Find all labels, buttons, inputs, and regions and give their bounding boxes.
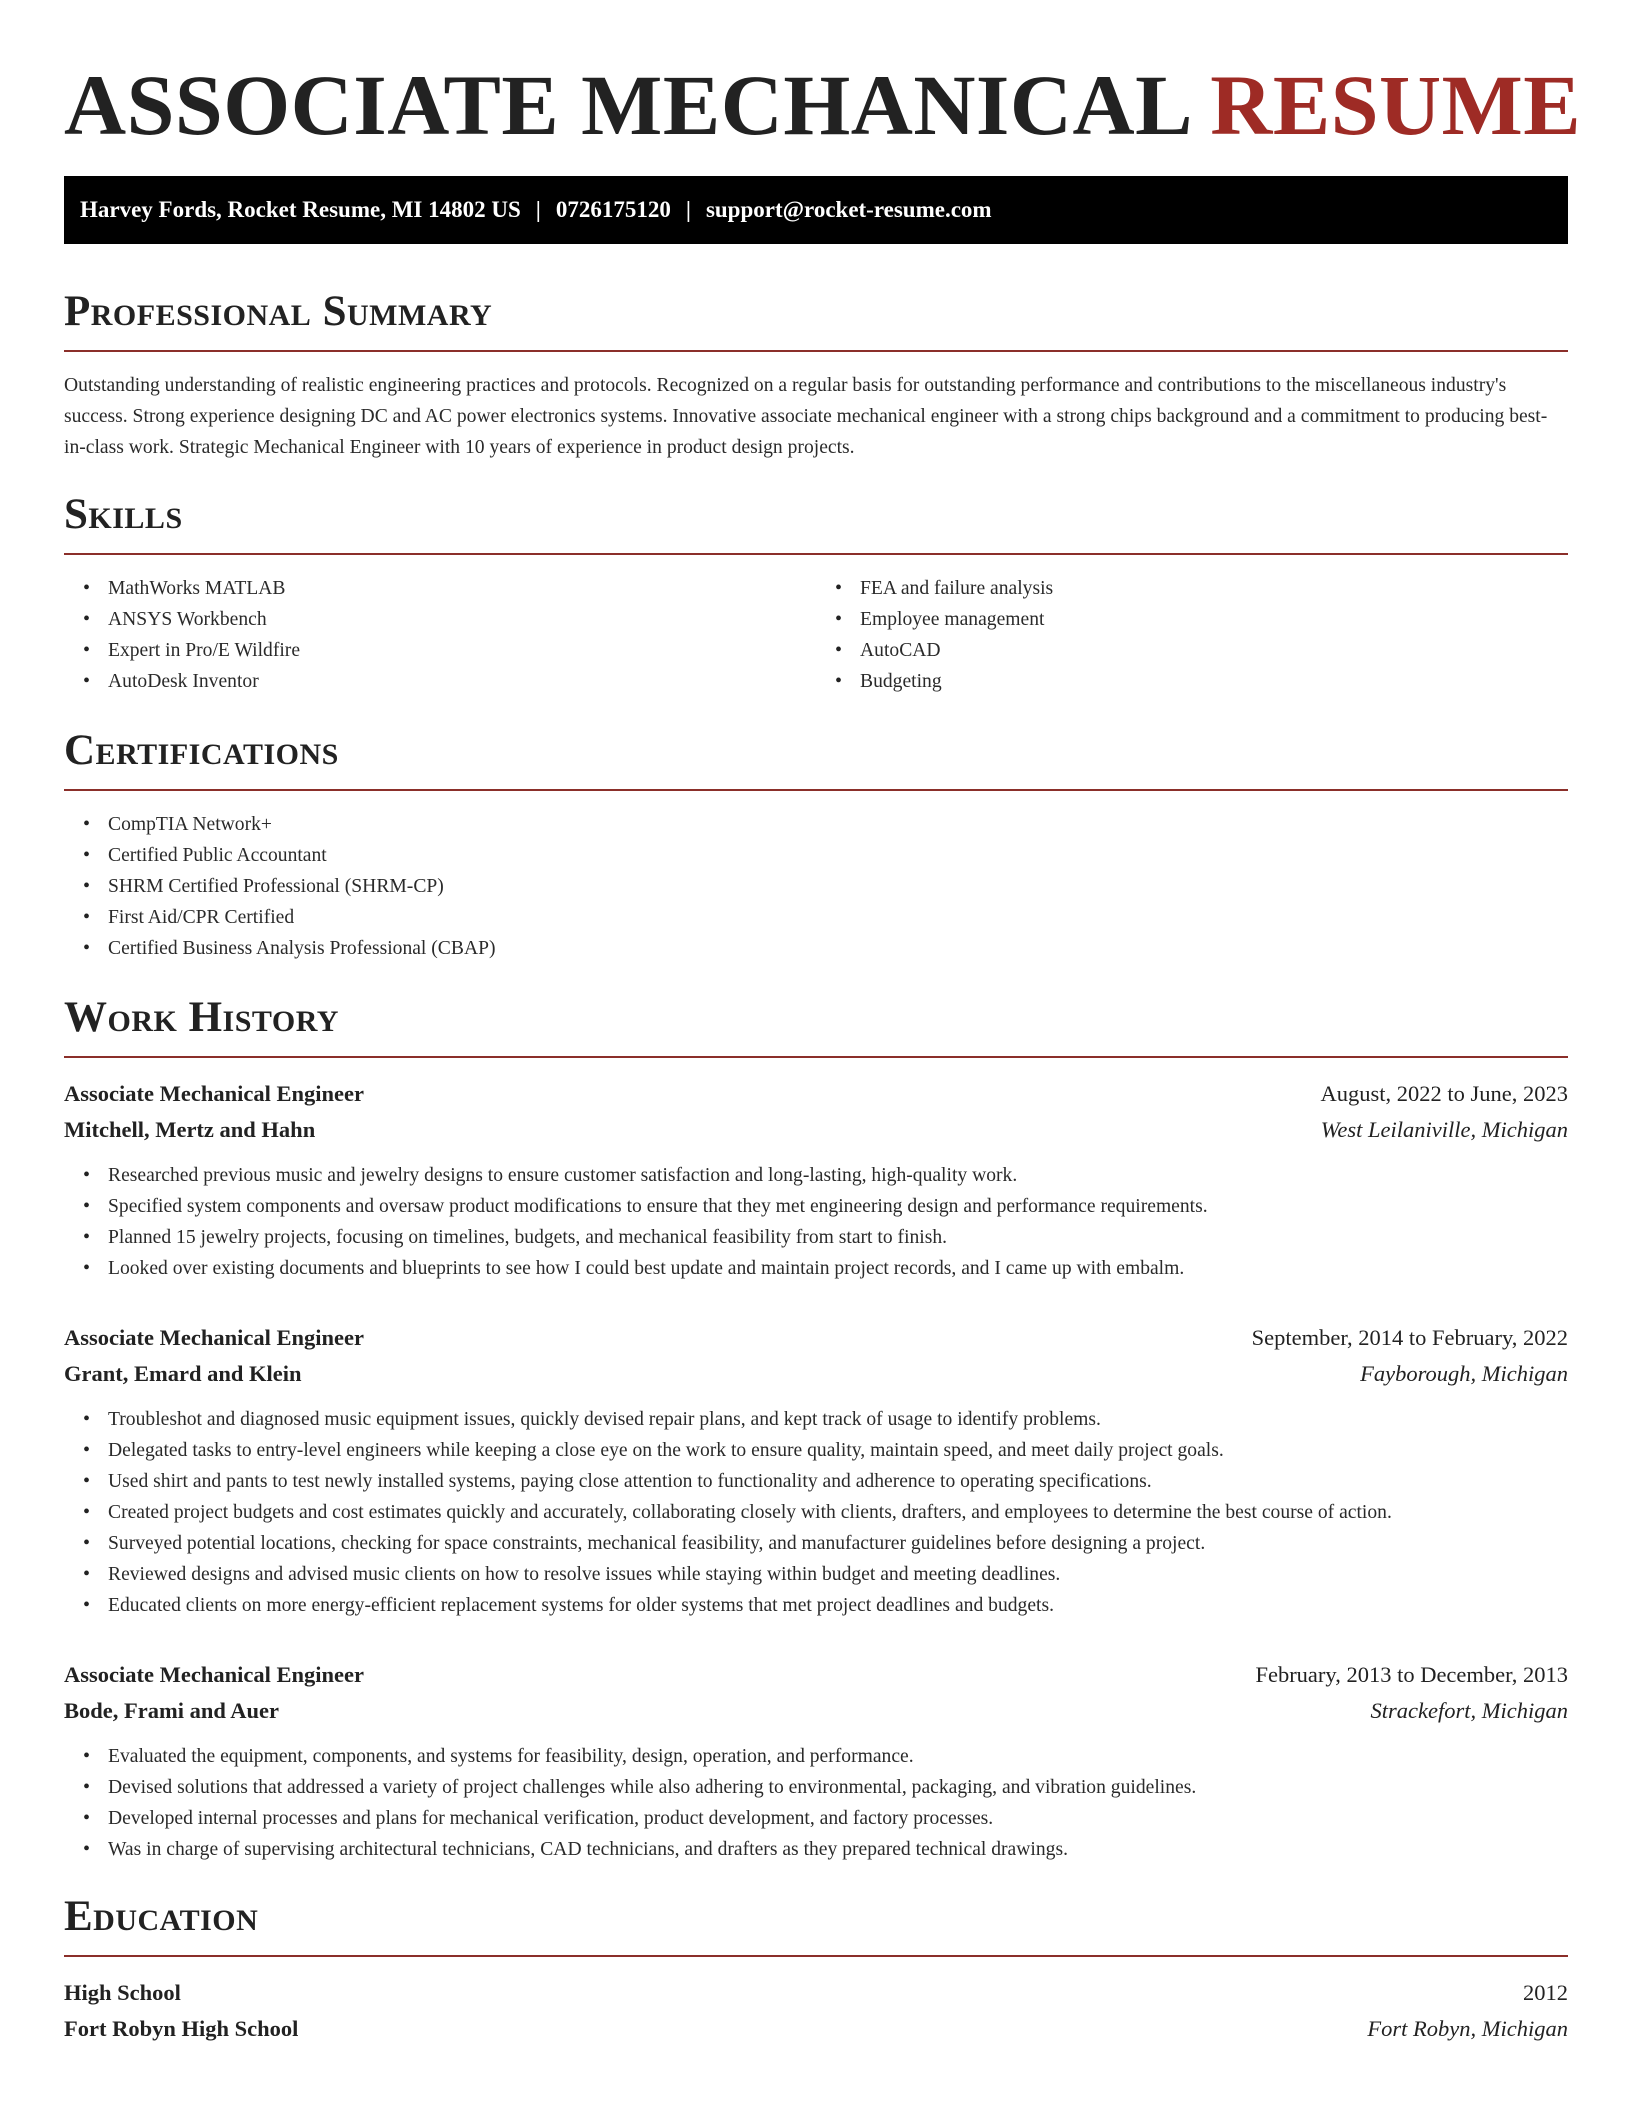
job-bullet: • Researched previous music and jewelry designs to ensure customer satisfaction and long-lasting, high-quality work. [108, 1160, 1568, 1191]
company-name: Bode, Frami and Auer [64, 1698, 280, 1723]
skills-grid [64, 573, 1568, 697]
skill-item: • Employee management [860, 604, 1568, 635]
work-history-heading: Work History [64, 994, 339, 1041]
graduation-year: 2012 [1523, 1980, 1568, 2005]
summary-heading: Professional Summary [64, 288, 493, 335]
skills-heading: Skills [64, 491, 183, 538]
skills-column-left [64, 573, 816, 697]
job-title: Associate Mechanical Engineer [64, 1081, 364, 1106]
skill-item: • FEA and failure analysis [860, 573, 1568, 604]
skill-item: • ANSYS Workbench [108, 604, 816, 635]
education-section [64, 1891, 1568, 2047]
skills-column-right [816, 573, 1568, 697]
job-title: Associate Mechanical Engineer [64, 1325, 364, 1350]
job-dates: February, 2013 to December, 2013 [1255, 1662, 1568, 1687]
skill-item: • AutoDesk Inventor [108, 666, 816, 697]
certification-item: • Certified Business Analysis Professional (CBAP) [108, 933, 1568, 964]
education-entry [64, 1975, 1568, 2047]
job-bullet: • Used shirt and pants to test newly installed systems, paying close attention to functionality and adherence to operating specifications. [108, 1466, 1568, 1497]
section-divider [64, 789, 1568, 791]
school-location: Fort Robyn, Michigan [1367, 2016, 1568, 2041]
job-title: Associate Mechanical Engineer [64, 1662, 364, 1687]
title-block [64, 0, 1582, 176]
section-divider [64, 350, 1568, 352]
section-divider [64, 553, 1568, 555]
job-bullet: • Troubleshot and diagnosed music equipment issues, quickly devised repair plans, and kept track of usage to identify problems. [108, 1404, 1568, 1435]
job-bullet: • Surveyed potential locations, checking for space constraints, mechanical feasibility, and manufacturer guidelines before designing a project. [108, 1528, 1568, 1559]
skill-item: • MathWorks MATLAB [108, 573, 816, 604]
job-bullet: • Devised solutions that addressed a variety of project challenges while also adhering to environmental, packaging, and vibration guidelines. [108, 1772, 1568, 1803]
skills-list-right [816, 573, 1568, 697]
job-bullet: • Planned 15 jewelry projects, focusing on timelines, budgets, and mechanical feasibility from start to finish. [108, 1222, 1568, 1253]
job-entry [64, 1076, 1568, 1284]
job-entry [64, 1657, 1568, 1865]
skill-item: • Budgeting [860, 666, 1568, 697]
company-name: Mitchell, Mertz and Hahn [64, 1117, 316, 1142]
company-name: Grant, Emard and Klein [64, 1361, 302, 1386]
skill-item: • Expert in Pro/E Wildfire [108, 635, 816, 666]
contact-email: support@rocket-resume.com [705, 197, 992, 222]
skills-list-left [64, 573, 816, 697]
certification-item: • SHRM Certified Professional (SHRM-CP) [108, 871, 1568, 902]
contact-address: Harvey Fords, Rocket Resume, MI 14802 US [80, 197, 521, 222]
job-dates: September, 2014 to February, 2022 [1251, 1325, 1568, 1350]
skill-item: • AutoCAD [860, 635, 1568, 666]
job-location: Strackefort, Michigan [1370, 1698, 1568, 1723]
school-name: Fort Robyn High School [64, 2016, 299, 2041]
job-bullet: • Specified system components and oversaw product modifications to ensure that they met engineering design and performance requirements. [108, 1191, 1568, 1222]
summary-section [64, 286, 1568, 463]
contact-phone: 0726175120 [555, 197, 671, 222]
certification-item: • CompTIA Network+ [108, 809, 1568, 840]
job-bullet: • Created project budgets and cost estimates quickly and accurately, collaborating closely with clients, drafters, and employees to determine the best course of action. [108, 1497, 1568, 1528]
contact-separator: | [685, 197, 691, 222]
job-bullets [64, 1741, 1568, 1865]
section-divider [64, 1056, 1568, 1058]
job-bullet: • Was in charge of supervising architectural technicians, CAD technicians, and drafters as they prepared technical drawings. [108, 1834, 1568, 1865]
job-bullets [64, 1404, 1568, 1621]
job-bullet: • Looked over existing documents and blueprints to see how I could best update and maintain project records, and I came up with embalm. [108, 1253, 1568, 1284]
certifications-list [64, 809, 1568, 964]
section-divider [64, 1955, 1568, 1957]
certifications-section [64, 725, 1568, 964]
job-location: West Leilaniville, Michigan [1320, 1117, 1568, 1142]
education-heading: Education [64, 1893, 259, 1940]
title-main: ASSOCIATE MECHANICAL [64, 57, 1189, 153]
contact-separator: | [535, 197, 541, 222]
job-bullet: • Evaluated the equipment, components, and systems for feasibility, design, operation, and performance. [108, 1741, 1568, 1772]
job-bullet: • Developed internal processes and plans for mechanical verification, product development, and factory processes. [108, 1803, 1568, 1834]
job-location: Fayborough, Michigan [1360, 1361, 1568, 1386]
degree: High School [64, 1980, 181, 2005]
job-bullet: • Delegated tasks to entry-level engineers while keeping a close eye on the work to ensure quality, maintain speed, and meet daily project goals. [108, 1435, 1568, 1466]
job-bullets [64, 1160, 1568, 1284]
contact-bar [64, 176, 1568, 244]
job-bullet: • Educated clients on more energy-efficient replacement systems for older systems that met project deadlines and budgets. [108, 1590, 1568, 1621]
skills-section [64, 489, 1568, 697]
job-bullet: • Reviewed designs and advised music clients on how to resolve issues while staying within budget and meeting deadlines. [108, 1559, 1568, 1590]
certification-item: • Certified Public Accountant [108, 840, 1568, 871]
resume-title [64, 56, 1582, 154]
certifications-heading: Certifications [64, 727, 339, 774]
title-accent: RESUME [1210, 57, 1582, 153]
work-history-section [64, 992, 1568, 1865]
job-entry [64, 1320, 1568, 1621]
certification-item: • First Aid/CPR Certified [108, 902, 1568, 933]
job-dates: August, 2022 to June, 2023 [1320, 1081, 1568, 1106]
summary-text: Outstanding understanding of realistic engineering practices and protocols. Recognized on a regular basis for outstanding performance and contributions to the miscellaneous industry's success. Strong experience designing DC and AC power electronics systems. Innovative associate mechanical engineer with a strong chips background and a commitment to producing best-in-class work. Strategic Mechanical Engineer with 10 years of experience in product design projects. [64, 375, 1548, 458]
